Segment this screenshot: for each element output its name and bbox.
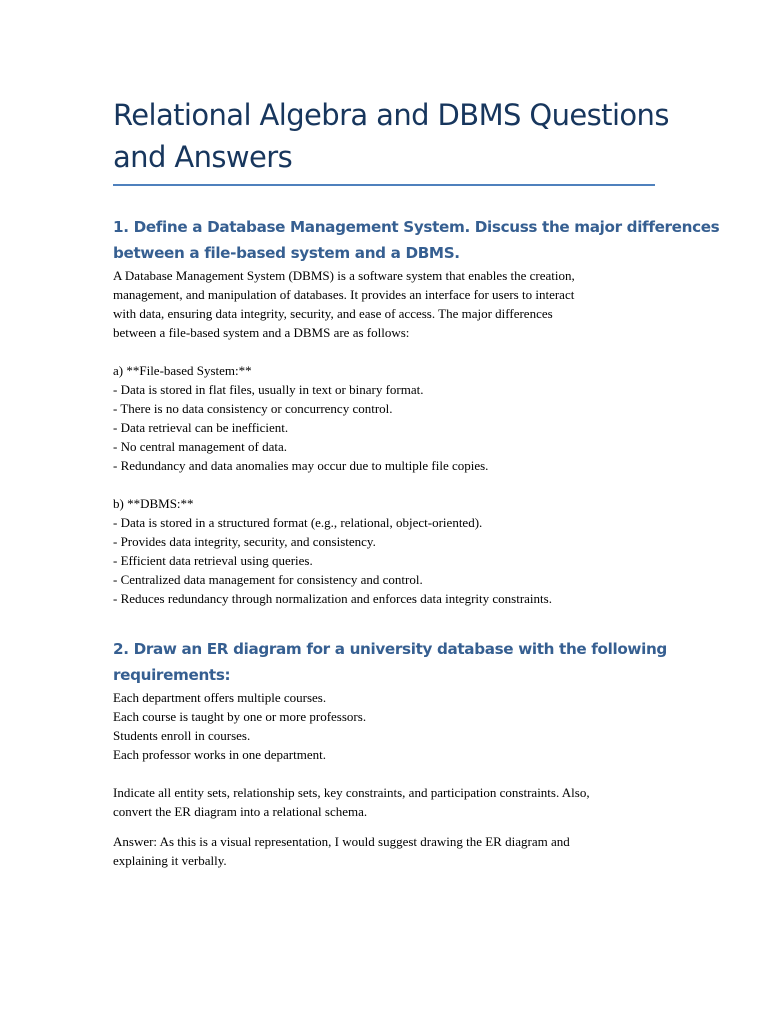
- question-1-intro: [113, 266, 655, 342]
- text-line: A Database Management System (DBMS) is a software system that enables the creation,: [113, 268, 575, 283]
- title-divider: [113, 184, 655, 186]
- title-line: and Answers: [113, 140, 293, 174]
- list-item: Each course is taught by one or more professors.: [113, 709, 367, 724]
- question-1-heading: [113, 214, 720, 266]
- list-item: - Centralized data management for consistency and control.: [113, 572, 423, 587]
- text-line: convert the ER diagram into a relational schema.: [113, 804, 368, 819]
- requirements-list: [113, 688, 655, 764]
- heading-line: 1. Define a Database Management System. Discuss the major differences: [113, 218, 720, 236]
- instruction-text: [113, 783, 655, 821]
- text-line: management, and manipulation of databases. It provides an interface for users to interact: [113, 287, 575, 302]
- text-line: between a file-based system and a DBMS are as follows:: [113, 325, 410, 340]
- text-line: explaining it verbally.: [113, 853, 227, 868]
- text-line: Answer: As this is a visual representation, I would suggest drawing the ER diagram and: [113, 834, 570, 849]
- list-item: - Efficient data retrieval using queries.: [113, 553, 313, 568]
- list-item: - Data is stored in a structured format (e.g., relational, object-oriented).: [113, 515, 483, 530]
- heading-line: requirements:: [113, 666, 231, 684]
- list-item: b) **DBMS:**: [113, 496, 194, 511]
- heading-line: between a file-based system and a DBMS.: [113, 244, 460, 262]
- text-line: Indicate all entity sets, relationship sets, key constraints, and participation constraints. Also,: [113, 785, 590, 800]
- list-item: - There is no data consistency or concurrency control.: [113, 401, 393, 416]
- list-item: - Data is stored in flat files, usually in text or binary format.: [113, 382, 424, 397]
- list-item: Students enroll in courses.: [113, 728, 251, 743]
- document-page: [113, 0, 720, 870]
- question-2-heading: [113, 636, 667, 688]
- text-line: with data, ensuring data integrity, security, and ease of access. The major differences: [113, 306, 553, 321]
- list-item: - Data retrieval can be inefficient.: [113, 420, 289, 435]
- list-item: - Redundancy and data anomalies may occur due to multiple file copies.: [113, 458, 489, 473]
- heading-line: 2. Draw an ER diagram for a university database with the following: [113, 640, 667, 658]
- document-title: [113, 0, 669, 178]
- dbms-list: [113, 494, 655, 608]
- answer-text: [113, 832, 655, 870]
- title-line: Relational Algebra and DBMS Questions: [113, 98, 669, 132]
- list-item: a) **File-based System:**: [113, 363, 252, 378]
- list-item: Each professor works in one department.: [113, 747, 326, 762]
- list-item: - Provides data integrity, security, and consistency.: [113, 534, 376, 549]
- list-item: - Reduces redundancy through normalization and enforces data integrity constraints.: [113, 591, 552, 606]
- file-based-list: [113, 361, 655, 475]
- list-item: Each department offers multiple courses.: [113, 690, 327, 705]
- list-item: - No central management of data.: [113, 439, 287, 454]
